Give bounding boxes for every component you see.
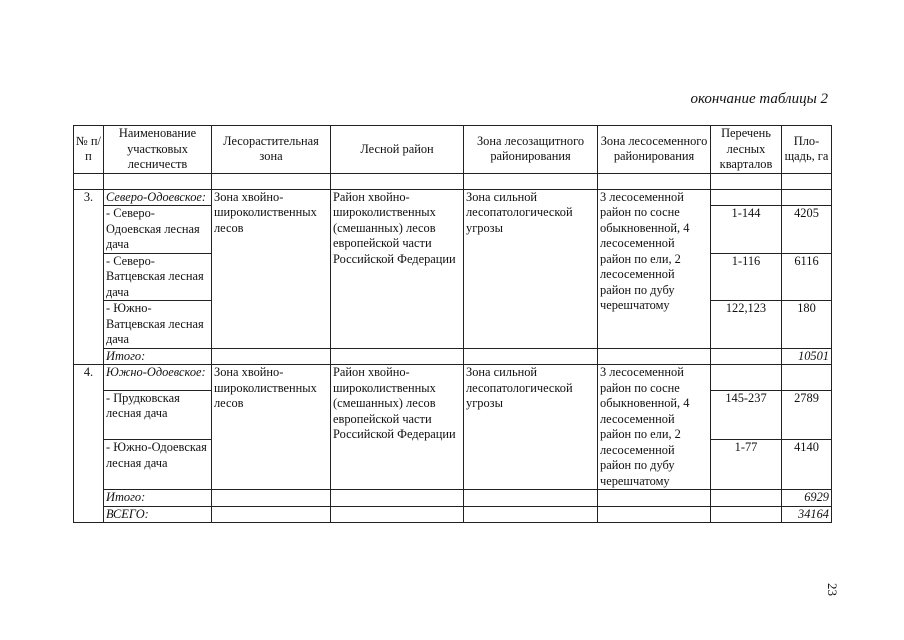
dacha-quarters: 1-144: [711, 206, 782, 254]
group-seed: 3 лесосеменной район по сосне обыкновенной, 4 лесосеменной район по ели, 2 лесосеменной район по дубу черешчатому: [598, 189, 711, 348]
spacer-row: [74, 173, 832, 189]
table-row: [74, 365, 832, 391]
header-quarters: Перечень лесных кварталов: [711, 126, 782, 174]
group-zone: Зона хвойно-широколиственных лесов: [212, 189, 331, 348]
group-name: Северо-Одоевское:: [104, 189, 212, 206]
header-zone: Лесорастительная зона: [212, 126, 331, 174]
group-protect: Зона сильной лесопатологической угрозы: [464, 365, 598, 490]
dacha-name: - Северо-Ватцевская лесная дача: [104, 253, 212, 301]
header-protect: Зона лесозащитного районирования: [464, 126, 598, 174]
group-name: Южно-Одоевское:: [104, 365, 212, 391]
header-name: Наименование участковых лесничеств: [104, 126, 212, 174]
table-row: [74, 189, 832, 206]
group-num: 4.: [74, 365, 104, 523]
header-num: № п/п: [74, 126, 104, 174]
dacha-name: - Южно-Ватцевская лесная дача: [104, 301, 212, 349]
group-num: 3.: [74, 189, 104, 365]
dacha-area: 4205: [782, 206, 832, 254]
subtotal-area: 6929: [782, 490, 832, 507]
header-area: Пло-щадь, га: [782, 126, 832, 174]
group-zone: Зона хвойно-широколиственных лесов: [212, 365, 331, 490]
grand-total-row: [74, 506, 832, 523]
header-region: Лесной район: [331, 126, 464, 174]
subtotal-label: Итого:: [104, 348, 212, 365]
table-caption: окончание таблицы 2: [690, 91, 828, 107]
dacha-name: - Северо-Одоевская лесная дача: [104, 206, 212, 254]
dacha-area: 4140: [782, 440, 832, 490]
subtotal-row: [74, 348, 832, 365]
group-region: Район хвойно-широколиственных (смешанных) лесов европейской части Российской Федерации: [331, 365, 464, 490]
dacha-area: 6116: [782, 253, 832, 301]
forestry-table: [73, 125, 832, 523]
dacha-area: 180: [782, 301, 832, 349]
grand-total-label: ВСЕГО:: [104, 506, 212, 523]
dacha-quarters: 1-116: [711, 253, 782, 301]
dacha-quarters: 1-77: [711, 440, 782, 490]
dacha-name: - Прудковская лесная дача: [104, 390, 212, 440]
dacha-quarters: 145-237: [711, 390, 782, 440]
grand-total-area: 34164: [782, 506, 832, 523]
header-row: [74, 126, 832, 174]
subtotal-row: [74, 490, 832, 507]
dacha-name: - Южно-Одоевская лесная дача: [104, 440, 212, 490]
dacha-area: 2789: [782, 390, 832, 440]
subtotal-label: Итого:: [104, 490, 212, 507]
group-region: Район хвойно-широколиственных (смешанных) лесов европейской части Российской Федерации: [331, 189, 464, 348]
dacha-quarters: 122,123: [711, 301, 782, 349]
header-seed: Зона лесосеменного районирования: [598, 126, 711, 174]
group-seed: 3 лесосеменной район по сосне обыкновенной, 4 лесосеменной район по ели, 2 лесосеменной район по дубу черешчатому: [598, 365, 711, 490]
group-protect: Зона сильной лесопатологической угрозы: [464, 189, 598, 348]
subtotal-area: 10501: [782, 348, 832, 365]
page-number: 23: [825, 583, 840, 596]
